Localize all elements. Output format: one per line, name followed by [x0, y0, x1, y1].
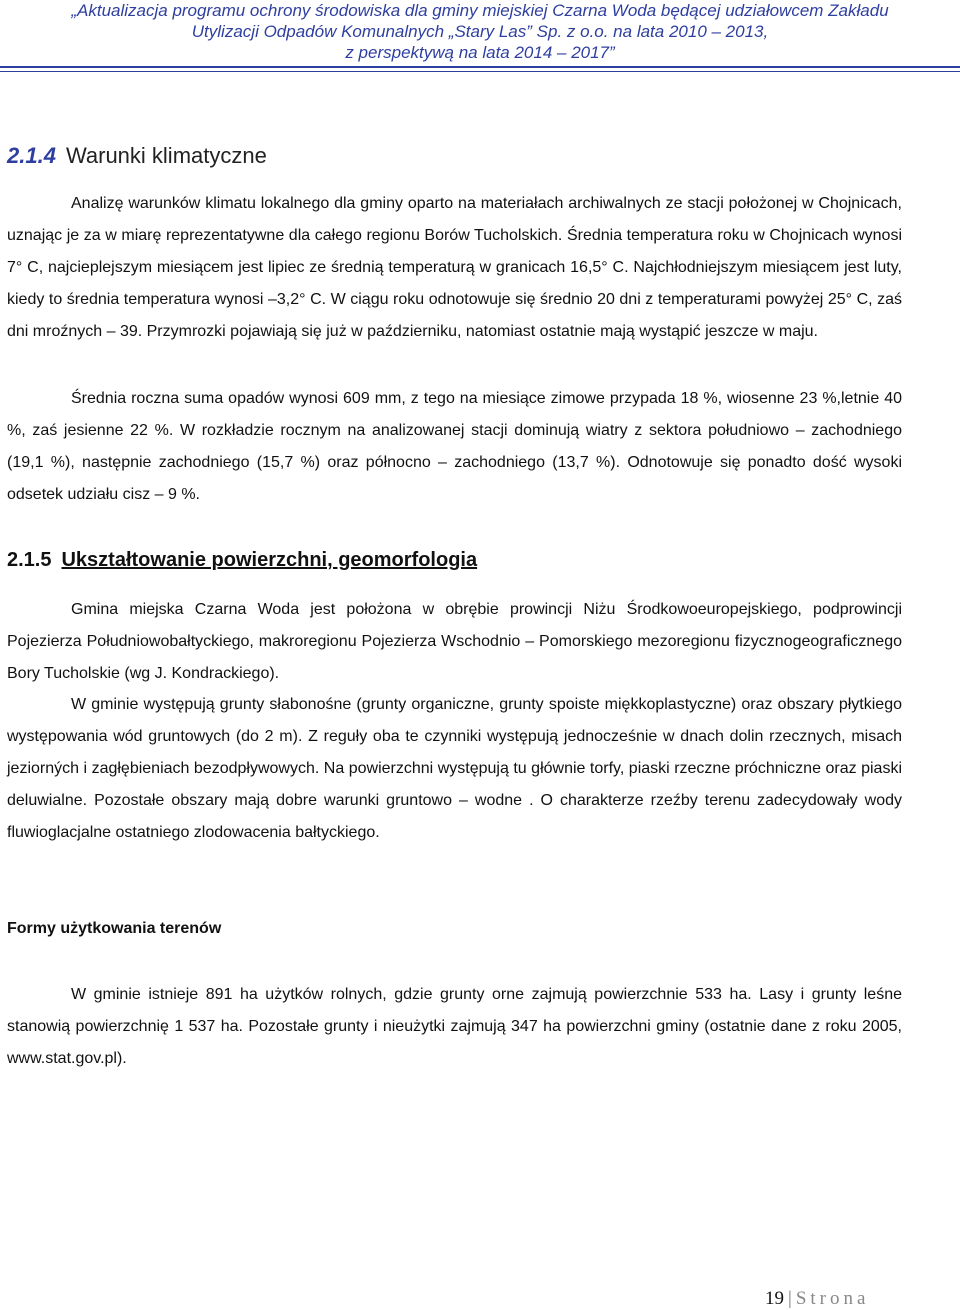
section-heading-2-1-5	[7, 546, 902, 574]
section-number: 2.1.5	[7, 549, 52, 571]
section-title: Warunki klimatyczne	[65, 143, 267, 168]
section-number: 2.1.4	[7, 143, 56, 168]
geomorphology-paragraph-2: W gminie występują grunty słabonośne (grunty organiczne, grunty spoiste miękkoplastyczne) oraz obszary płytkiego występowania wód gruntowych (do 2 m). Z reguły oba te czynniki występują jednocześnie w dnach dolin rzecznych, misach jeziorných i zagłębieniach bezodpływowych. Na powierzchni występują tu głównie torfy, piaski rzeczne próchniczne oraz piaski deluwialne. Pozostałe obszary mają dobre warunki gruntowo – wodne . O charakterze rzeźby terenu zadecydowały wody fluwioglacjalne ostatniego zlodowacenia bałtyckiego.	[7, 696, 902, 841]
geomorphology-paragraph-1: Gmina miejska Czarna Woda jest położona w obrębie prowincji Niżu Środkowoeuropejskiego, podprowincji Pojezierza Południowobałtyckiego, makroregionu Pojezierza Wschodnio – Pomorskiego mezoregionu fizycznogeograficznego Bory Tucholskie (wg J. Kondrackiego).	[7, 601, 902, 682]
page-label: Strona	[795, 1288, 870, 1309]
page-footer	[765, 1288, 869, 1310]
header-line-2: Utylizacji Odpadów Komunalnych „Stary Las” Sp. z o.o. na lata 2010 – 2013,	[191, 22, 769, 41]
land-use-paragraph: W gminie istnieje 891 ha użytków rolnych, gdzie grunty orne zajmują powierzchnie 533 ha. Lasy i grunty leśne stanowią powierzchnię 1 537 ha. Pozostałe grunty i nieużytki zajmują 347 ha powierzchni gminy (ostatnie dane z roku 2005, www.stat.gov.pl).	[7, 986, 902, 1067]
climate-paragraph-1: Analizę warunków klimatu lokalnego dla gminy oparto na materiałach archiwalnych ze stacji położonej w Chojnicach, uznając je za w miarę reprezentatywne dla całego regionu Borów Tucholskich. Średnia temperatura roku w Chojnicach wynosi 7° C, najcieplejszym miesiącem jest lipiec ze średnią temperaturą w granicach 16,5° C. Najchłodniejszym miesiącem jest luty, kiedy to średnia temperatura wynosi –3,2° C. W ciągu roku odnotowuje się średnio 20 dni z temperaturami powyżej 25° C, zaś dni mroźnych – 39. Przymrozki pojawiają się już w październiku, natomiast ostatnie mają wystąpić jeszcze w maju.	[7, 195, 902, 340]
running-header	[0, 0, 960, 64]
section-title: Ukształtowanie powierzchni, geomorfologia	[61, 549, 478, 571]
footer-separator: |	[788, 1288, 792, 1309]
climate-paragraph-2: Średnia roczna suma opadów wynosi 609 mm, z tego na miesiące zimowe przypada 18 %, wiosenne 23 %,letnie 40 %, zaś jesienne 22 %. W rozkładzie rocznym na analizowanej stacji dominują wiatry z sektora południowo – zachodniego (19,1 %), następnie zachodniego (15,7 %) oraz północno – zachodniego (13,7 %). Odnotowuje się ponadto dość wysoki odsetek udziału cisz – 9 %.	[7, 390, 902, 503]
header-line-3: z perspektywą na lata 2014 – 2017”	[345, 43, 615, 62]
page-number: 19	[765, 1288, 784, 1309]
section-heading-2-1-4	[7, 141, 902, 171]
header-rule-thin	[0, 71, 960, 72]
header-rule-thick	[0, 66, 960, 68]
land-use-heading: Formy użytkowania terenów	[7, 920, 222, 937]
header-line-1: „Aktualizacja programu ochrony środowiska dla gminy miejskiej Czarna Woda będącej udziałowcem Zakładu	[71, 1, 889, 20]
